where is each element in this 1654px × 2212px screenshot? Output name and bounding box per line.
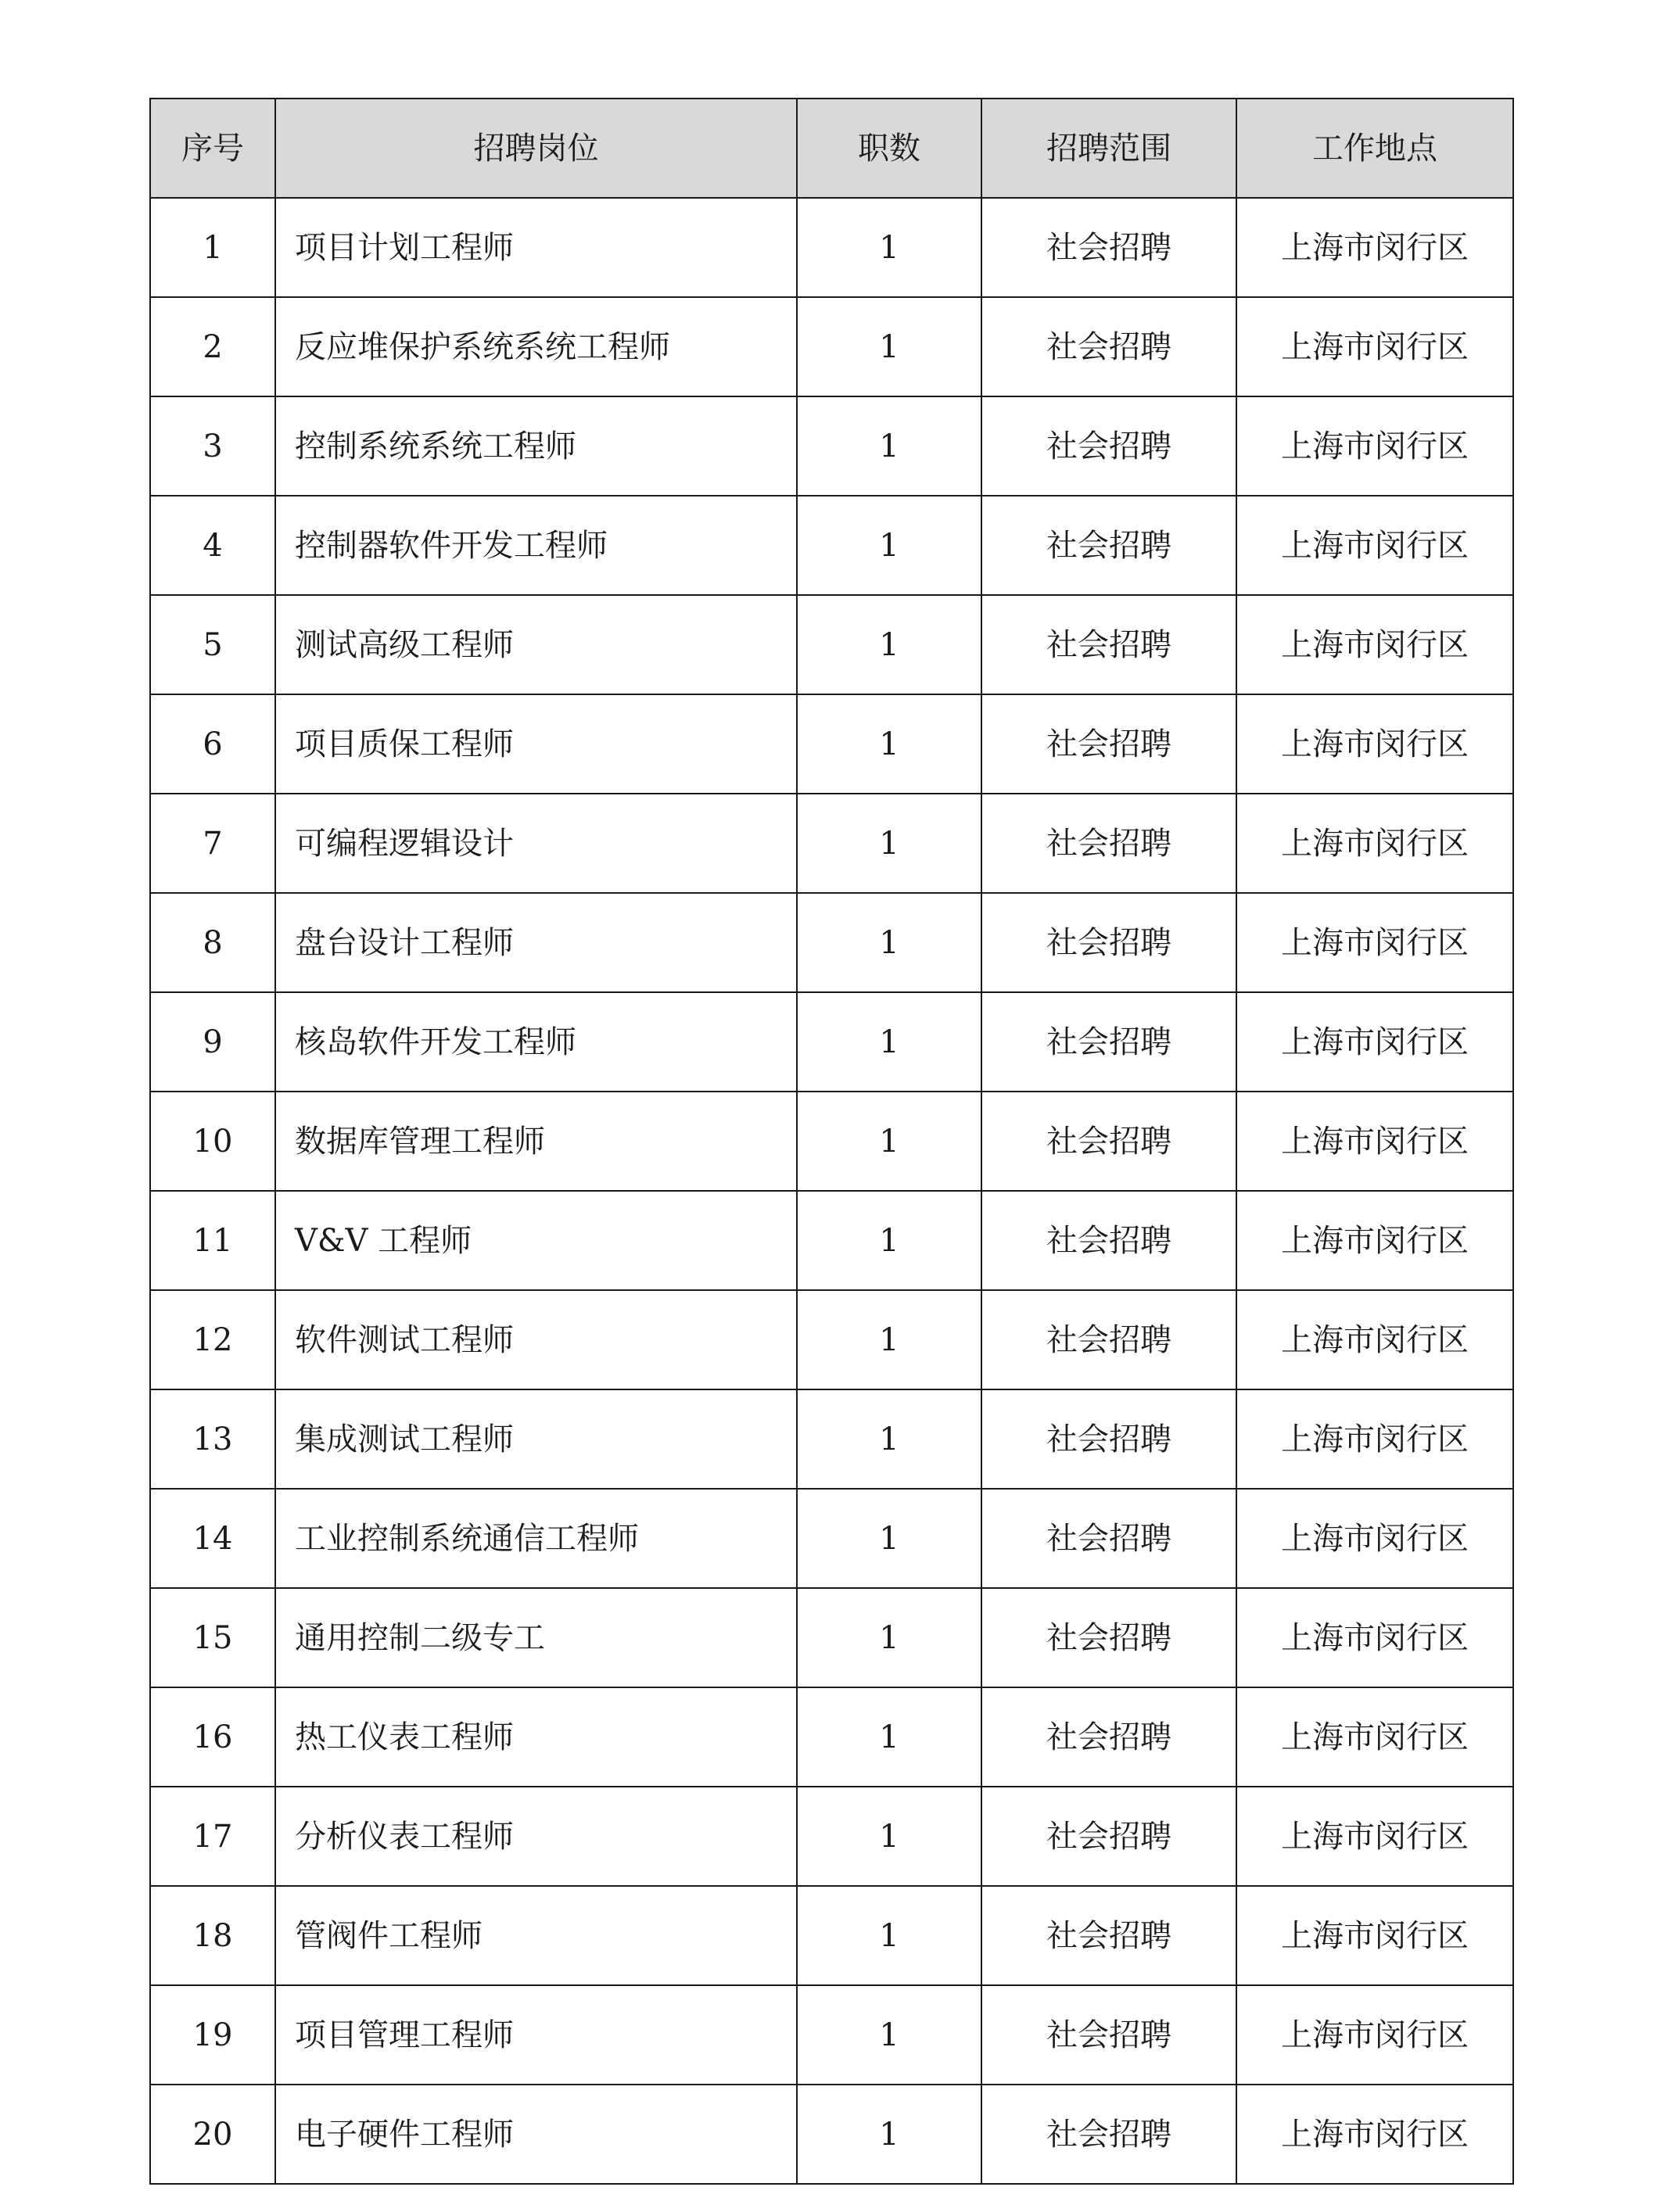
cell-scope: 社会招聘 — [981, 595, 1236, 694]
cell-count: 1 — [797, 1290, 981, 1389]
cell-seq: 20 — [150, 2085, 275, 2184]
cell-position: 项目计划工程师 — [275, 198, 797, 297]
cell-scope: 社会招聘 — [981, 1985, 1236, 2085]
cell-location: 上海市闵行区 — [1236, 496, 1513, 595]
header-position: 招聘岗位 — [275, 99, 797, 198]
cell-scope: 社会招聘 — [981, 1389, 1236, 1489]
cell-count: 1 — [797, 1687, 981, 1787]
cell-location: 上海市闵行区 — [1236, 694, 1513, 794]
cell-location: 上海市闵行区 — [1236, 1985, 1513, 2085]
cell-position: V&V 工程师 — [275, 1191, 797, 1290]
cell-count: 1 — [797, 1191, 981, 1290]
cell-scope: 社会招聘 — [981, 198, 1236, 297]
cell-seq: 12 — [150, 1290, 275, 1389]
cell-count: 1 — [797, 496, 981, 595]
cell-count: 1 — [797, 893, 981, 992]
cell-count: 1 — [797, 396, 981, 496]
cell-location: 上海市闵行区 — [1236, 992, 1513, 1092]
cell-scope: 社会招聘 — [981, 1290, 1236, 1389]
cell-seq: 9 — [150, 992, 275, 1092]
cell-count: 1 — [797, 1092, 981, 1191]
cell-count: 1 — [797, 297, 981, 396]
cell-scope: 社会招聘 — [981, 1886, 1236, 1985]
table-row — [150, 1389, 1513, 1489]
cell-scope: 社会招聘 — [981, 992, 1236, 1092]
cell-seq: 8 — [150, 893, 275, 992]
table-row — [150, 1787, 1513, 1886]
cell-location: 上海市闵行区 — [1236, 1886, 1513, 1985]
cell-position: 数据库管理工程师 — [275, 1092, 797, 1191]
cell-position: 核岛软件开发工程师 — [275, 992, 797, 1092]
cell-position: 盘台设计工程师 — [275, 893, 797, 992]
cell-location: 上海市闵行区 — [1236, 1787, 1513, 1886]
cell-scope: 社会招聘 — [981, 794, 1236, 893]
cell-position: 集成测试工程师 — [275, 1389, 797, 1489]
cell-seq: 17 — [150, 1787, 275, 1886]
cell-scope: 社会招聘 — [981, 1588, 1236, 1687]
cell-location: 上海市闵行区 — [1236, 1687, 1513, 1787]
table-row — [150, 198, 1513, 297]
cell-seq: 19 — [150, 1985, 275, 2085]
table-row — [150, 1290, 1513, 1389]
table-row — [150, 893, 1513, 992]
cell-seq: 16 — [150, 1687, 275, 1787]
cell-location: 上海市闵行区 — [1236, 893, 1513, 992]
cell-position: 项目质保工程师 — [275, 694, 797, 794]
cell-position: 热工仪表工程师 — [275, 1687, 797, 1787]
cell-count: 1 — [797, 1489, 981, 1588]
cell-scope: 社会招聘 — [981, 2085, 1236, 2184]
cell-seq: 10 — [150, 1092, 275, 1191]
cell-scope: 社会招聘 — [981, 1687, 1236, 1787]
cell-location: 上海市闵行区 — [1236, 198, 1513, 297]
header-count: 职数 — [797, 99, 981, 198]
table-body — [150, 198, 1513, 2184]
cell-location: 上海市闵行区 — [1236, 1092, 1513, 1191]
cell-seq: 3 — [150, 396, 275, 496]
cell-seq: 2 — [150, 297, 275, 396]
header-scope: 招聘范围 — [981, 99, 1236, 198]
cell-location: 上海市闵行区 — [1236, 297, 1513, 396]
cell-seq: 11 — [150, 1191, 275, 1290]
cell-scope: 社会招聘 — [981, 1787, 1236, 1886]
cell-scope: 社会招聘 — [981, 1092, 1236, 1191]
table-row — [150, 1191, 1513, 1290]
cell-seq: 5 — [150, 595, 275, 694]
table-header — [150, 99, 1513, 198]
cell-seq: 6 — [150, 694, 275, 794]
cell-location: 上海市闵行区 — [1236, 595, 1513, 694]
cell-position: 测试高级工程师 — [275, 595, 797, 694]
cell-count: 1 — [797, 198, 981, 297]
cell-location: 上海市闵行区 — [1236, 1290, 1513, 1389]
header-location: 工作地点 — [1236, 99, 1513, 198]
table-row — [150, 1687, 1513, 1787]
cell-position: 管阀件工程师 — [275, 1886, 797, 1985]
cell-position: 电子硬件工程师 — [275, 2085, 797, 2184]
cell-scope: 社会招聘 — [981, 297, 1236, 396]
table-row — [150, 1489, 1513, 1588]
cell-position: 控制器软件开发工程师 — [275, 496, 797, 595]
table-row — [150, 595, 1513, 694]
cell-count: 1 — [797, 794, 981, 893]
table-row — [150, 1886, 1513, 1985]
cell-seq: 1 — [150, 198, 275, 297]
table-row — [150, 794, 1513, 893]
cell-position: 项目管理工程师 — [275, 1985, 797, 2085]
cell-position: 控制系统系统工程师 — [275, 396, 797, 496]
recruitment-table — [149, 98, 1514, 2185]
cell-count: 1 — [797, 694, 981, 794]
cell-seq: 4 — [150, 496, 275, 595]
cell-count: 1 — [797, 2085, 981, 2184]
cell-seq: 14 — [150, 1489, 275, 1588]
table-row — [150, 694, 1513, 794]
cell-count: 1 — [797, 1886, 981, 1985]
cell-seq: 15 — [150, 1588, 275, 1687]
cell-seq: 13 — [150, 1389, 275, 1489]
cell-location: 上海市闵行区 — [1236, 1191, 1513, 1290]
table-row — [150, 1092, 1513, 1191]
cell-scope: 社会招聘 — [981, 396, 1236, 496]
table-row — [150, 992, 1513, 1092]
cell-seq: 7 — [150, 794, 275, 893]
table-row — [150, 496, 1513, 595]
cell-position: 软件测试工程师 — [275, 1290, 797, 1389]
table-row — [150, 297, 1513, 396]
table-row — [150, 396, 1513, 496]
cell-scope: 社会招聘 — [981, 1489, 1236, 1588]
cell-location: 上海市闵行区 — [1236, 1489, 1513, 1588]
cell-seq: 18 — [150, 1886, 275, 1985]
table-row — [150, 1588, 1513, 1687]
cell-position: 分析仪表工程师 — [275, 1787, 797, 1886]
cell-scope: 社会招聘 — [981, 1191, 1236, 1290]
cell-count: 1 — [797, 1787, 981, 1886]
header-seq: 序号 — [150, 99, 275, 198]
header-row — [150, 99, 1513, 198]
cell-location: 上海市闵行区 — [1236, 1588, 1513, 1687]
cell-scope: 社会招聘 — [981, 893, 1236, 992]
cell-position: 通用控制二级专工 — [275, 1588, 797, 1687]
table-row — [150, 2085, 1513, 2184]
cell-count: 1 — [797, 1389, 981, 1489]
cell-count: 1 — [797, 992, 981, 1092]
cell-location: 上海市闵行区 — [1236, 1389, 1513, 1489]
cell-position: 反应堆保护系统系统工程师 — [275, 297, 797, 396]
cell-position: 可编程逻辑设计 — [275, 794, 797, 893]
cell-location: 上海市闵行区 — [1236, 2085, 1513, 2184]
table-row — [150, 1985, 1513, 2085]
cell-scope: 社会招聘 — [981, 496, 1236, 595]
cell-position: 工业控制系统通信工程师 — [275, 1489, 797, 1588]
cell-location: 上海市闵行区 — [1236, 396, 1513, 496]
cell-location: 上海市闵行区 — [1236, 794, 1513, 893]
cell-count: 1 — [797, 1588, 981, 1687]
cell-count: 1 — [797, 1985, 981, 2085]
cell-count: 1 — [797, 595, 981, 694]
cell-scope: 社会招聘 — [981, 694, 1236, 794]
